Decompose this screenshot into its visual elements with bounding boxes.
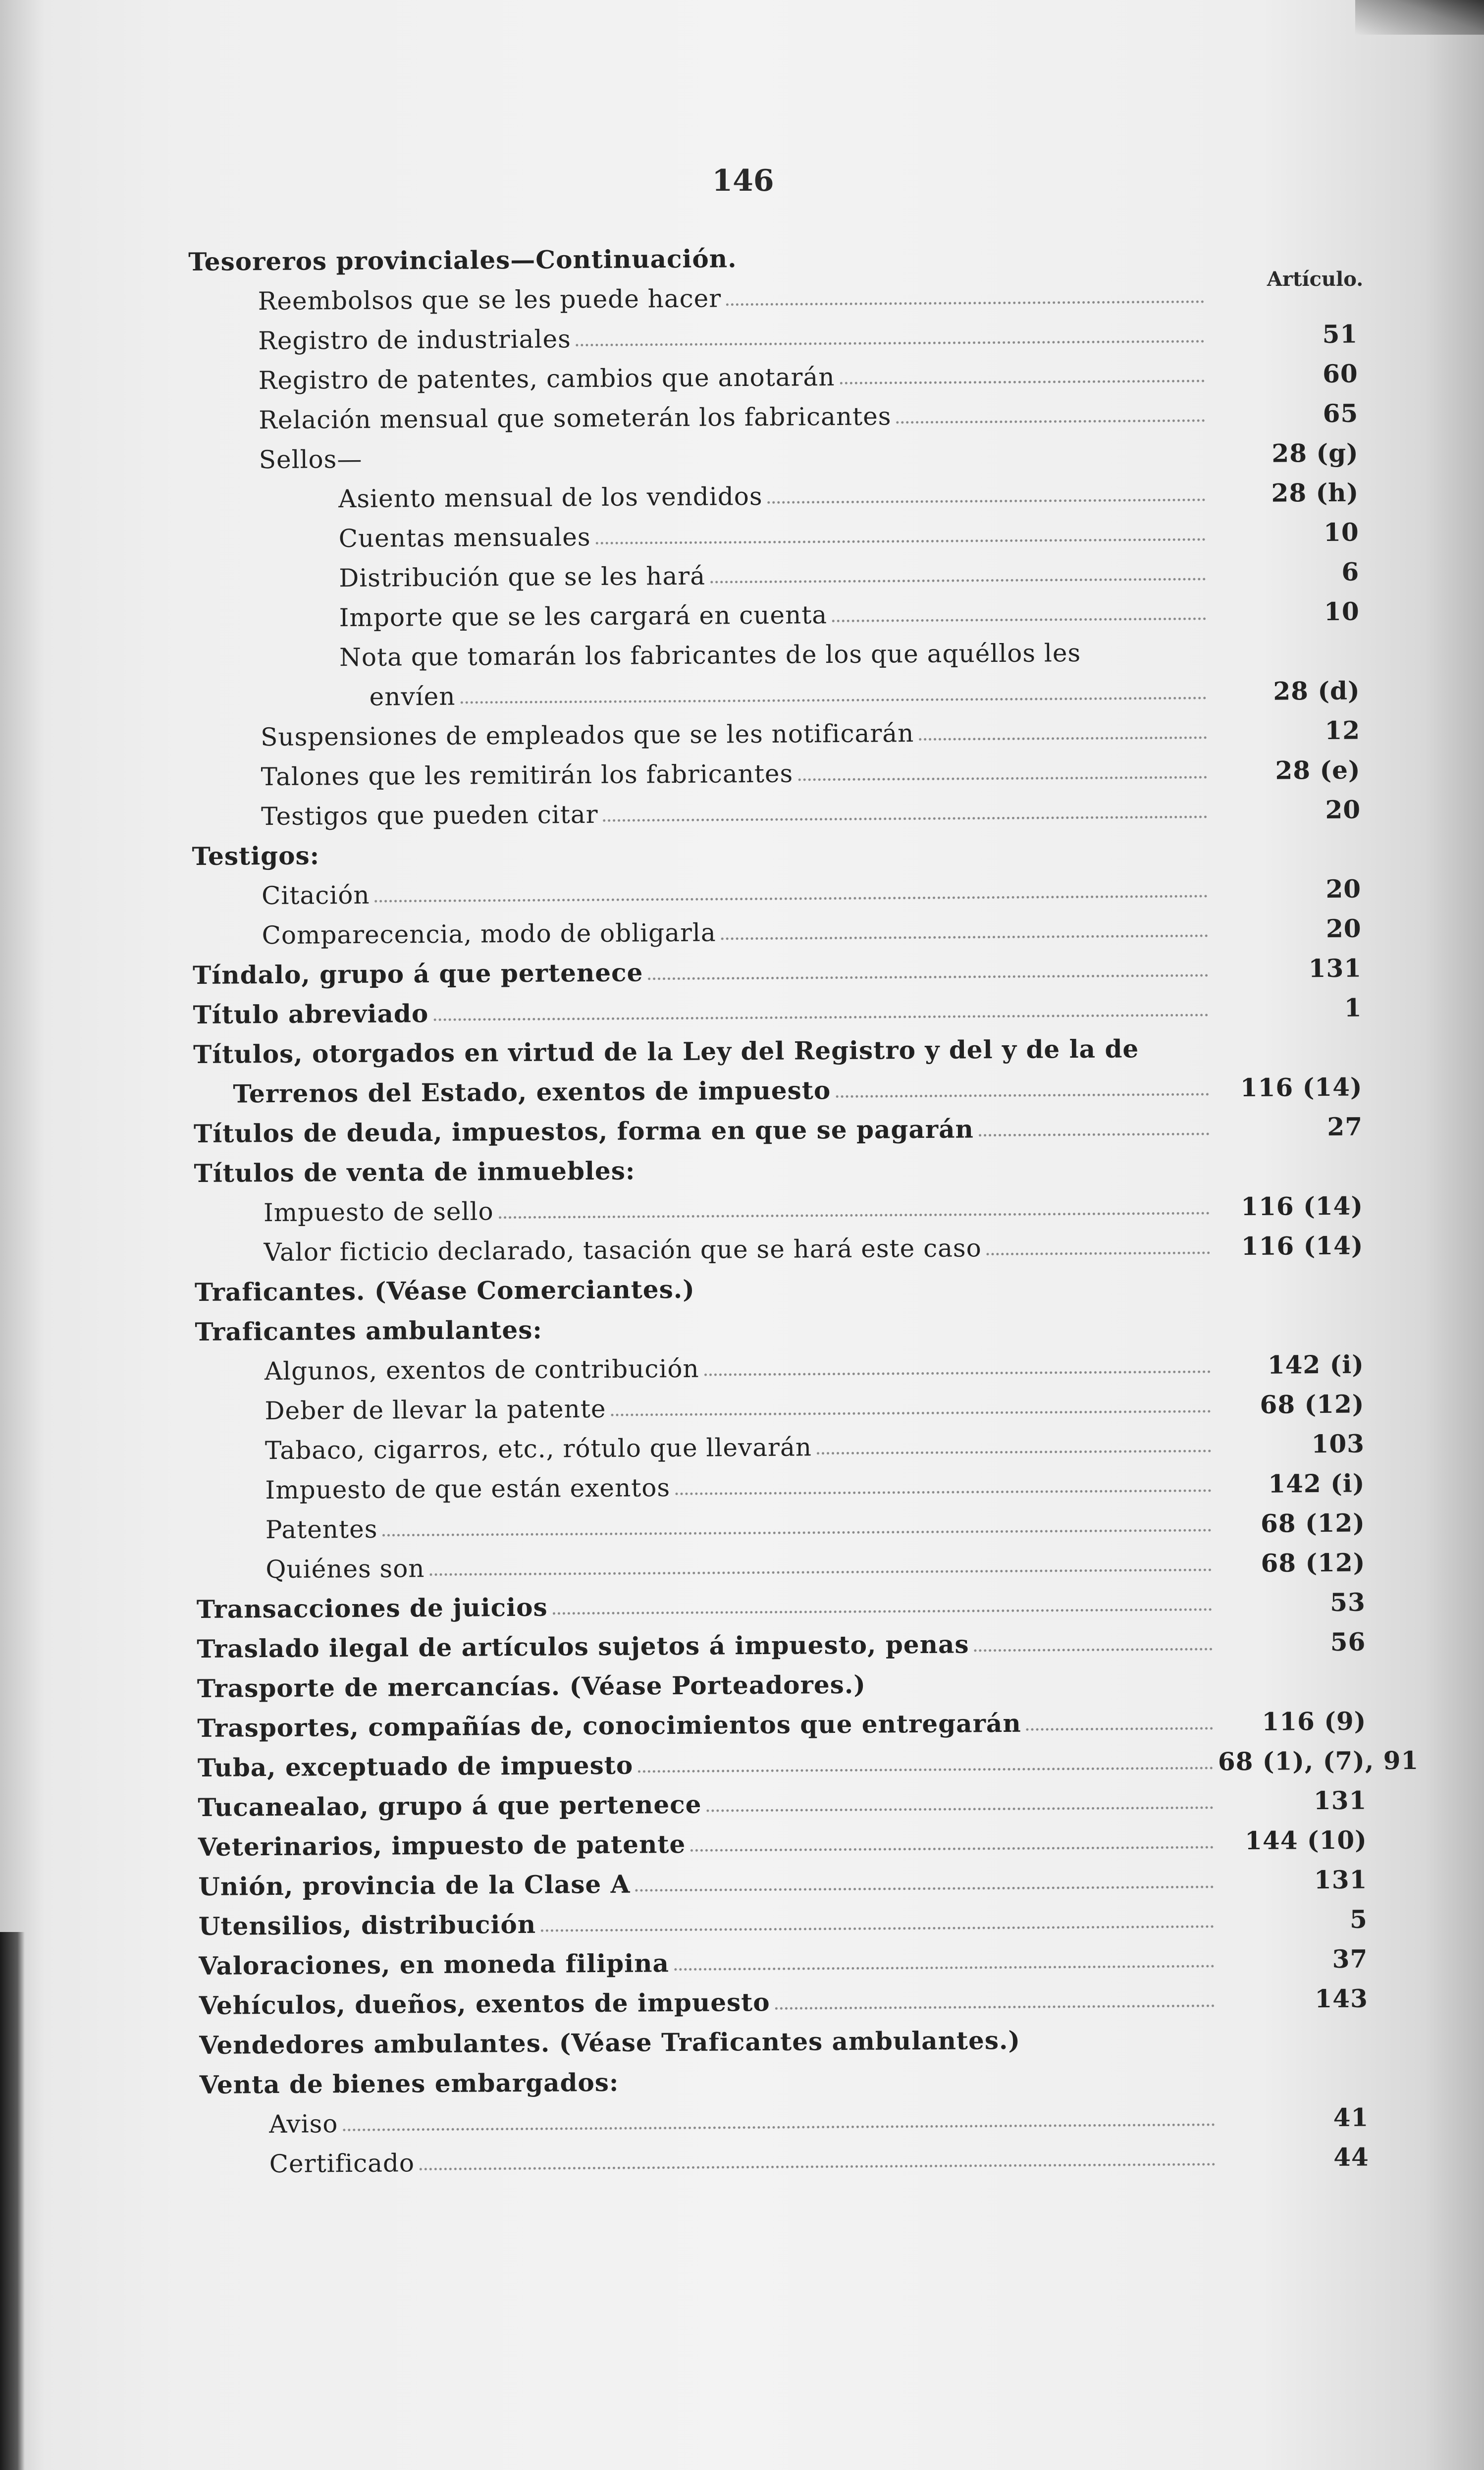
index-entry-article-ref: 68 (12) (1260, 1508, 1366, 1538)
index-entry-article-ref: 1 (1344, 993, 1362, 1022)
index-entry-article-ref: 142 (i) (1267, 1349, 1365, 1380)
index-entry-text: Títulos de venta de inmuebles: (194, 1156, 636, 1188)
index-entry (196, 1419, 1365, 1465)
index-entry (191, 745, 1360, 792)
index-entry-text: Veterinarios, impuesto de patente (198, 1829, 686, 1862)
index-entry-text: Valoraciones, en moneda filipina (199, 1948, 670, 1981)
index-entry-article-ref: 28 (d) (1273, 676, 1360, 706)
index-entry (192, 785, 1361, 831)
index-entry-article-ref: 142 (i) (1268, 1468, 1365, 1499)
index-entry-article-ref: 28 (g) (1272, 438, 1359, 468)
dot-leader (675, 1489, 1211, 1495)
index-entry-text: Trasportes, compañías de, conocimientos que entregarán (197, 1708, 1021, 1743)
index-entry (199, 2013, 1368, 2060)
index-entry (196, 1458, 1365, 1505)
dot-leader (1144, 1053, 1209, 1056)
index-entry-text: Citación (261, 880, 370, 911)
index-entry (188, 269, 1357, 316)
index-entry-article-ref: 116 (14) (1240, 1072, 1363, 1103)
dot-leader (375, 895, 1208, 902)
index-entry-text: Trasporte de mercancías. (Véase Porteadores.) (197, 1669, 866, 1703)
index-entry-text: Relación mensual que someterán los fabricantes (259, 402, 892, 435)
index-entry-article-ref: 131 (1313, 1785, 1367, 1816)
index-entry-text: Certificado (269, 2148, 415, 2179)
index-entry-text: Tuba, exceptuado de impuesto (197, 1750, 634, 1782)
index-entry-text: Registro de patentes, cambios que anotarán (258, 363, 835, 395)
index-entry-article-ref: 68 (12) (1260, 1389, 1365, 1419)
index-entry-article-ref: 116 (14) (1241, 1191, 1364, 1222)
index-entry (199, 2053, 1368, 2099)
dot-leader (638, 1767, 1213, 1772)
index-entry-article-ref: 10 (1323, 517, 1359, 547)
index-entry (198, 1815, 1367, 1862)
index-entry-text: Tabaco, cigarros, etc., rótulo que llevarán (265, 1433, 812, 1465)
dot-leader (721, 934, 1208, 940)
index-entry-text: Transacciones de juicios (196, 1592, 548, 1624)
dot-leader (726, 300, 1204, 306)
dot-leader (1086, 657, 1206, 660)
binding-shadow (0, 1932, 25, 2470)
index-entry-article-ref: 116 (14) (1241, 1231, 1364, 1261)
index-entry-text: Suspensiones de empleados que se les notificarán (260, 719, 914, 752)
index-entry-article-ref: 68 (1), (7), 91 (1218, 1745, 1419, 1776)
index-entry (193, 1062, 1362, 1109)
index-entry-article-ref: 53 (1330, 1587, 1366, 1617)
page-number: 146 (712, 163, 774, 198)
page-corner-shadow (1355, 0, 1484, 35)
index-entry (193, 1022, 1362, 1069)
index-entry-text: Impuesto de que están exentos (265, 1473, 671, 1505)
index-entry-text: Vehículos, dueños, exentos de impuesto (199, 1987, 770, 2020)
index-entry (199, 1974, 1368, 2020)
index-entry-article-ref: 68 (12) (1261, 1548, 1366, 1578)
index-entry (200, 2093, 1369, 2139)
dot-leader (768, 498, 1206, 503)
index-entry (195, 1340, 1364, 1386)
index-entry-article-ref: 12 (1325, 715, 1361, 746)
index-entry-text: Tucanealao, grupo á que pertenece (198, 1789, 702, 1822)
dot-leader (871, 1687, 1213, 1692)
dot-leader (674, 1965, 1214, 1971)
index-entry-article-ref: 56 (1330, 1627, 1366, 1657)
index-entry (189, 349, 1358, 395)
dot-leader (499, 1212, 1210, 1219)
index-entry (195, 1300, 1364, 1346)
index-entry (197, 1696, 1366, 1743)
index-entry-text: Venta de bienes embargados: (199, 2067, 619, 2099)
index-entry (190, 547, 1359, 593)
index-list (188, 230, 1419, 2179)
dot-leader (433, 1014, 1208, 1021)
index-entry-article-ref: 20 (1325, 913, 1362, 943)
dot-leader (742, 261, 1204, 266)
index-entry-text: Reembolsos que se les puede hacer (258, 284, 722, 316)
index-entry (193, 943, 1362, 990)
index-entry-article-ref: 65 (1323, 398, 1359, 429)
index-entry-text: Utensilios, distribución (198, 1909, 536, 1941)
index-entry-text: Título abreviado (193, 999, 429, 1029)
index-entry-article-ref: 27 (1327, 1112, 1363, 1141)
index-entry (191, 626, 1360, 673)
dot-leader (541, 1925, 1214, 1932)
index-entry (197, 1617, 1366, 1664)
index-entry-text: Sellos— (259, 444, 363, 475)
dot-leader (382, 1529, 1212, 1536)
index-entry-text: Asiento mensual de los vendidos (338, 482, 763, 514)
dot-leader (1026, 1727, 1213, 1730)
dot-leader (635, 1885, 1214, 1891)
dot-leader (576, 340, 1205, 346)
index-entry (190, 468, 1359, 514)
dot-leader (710, 578, 1206, 583)
index-entry (190, 507, 1359, 554)
dot-leader (707, 1806, 1214, 1812)
index-entry (191, 666, 1360, 712)
index-entry-text: Tíndalo, grupo á que pertenece (192, 958, 643, 990)
index-entry-text: Algunos, exentos de contribución (264, 1354, 699, 1386)
dot-leader (1025, 2044, 1215, 2047)
index-entry (199, 1934, 1368, 1981)
index-entry-article-ref: 131 (1308, 953, 1362, 983)
index-entry (197, 1577, 1366, 1624)
index-entry (194, 1102, 1363, 1148)
index-entry-text: Tesoreros provinciales—Continuación. (188, 244, 737, 276)
dot-leader (704, 1370, 1211, 1376)
dot-leader (640, 1172, 1209, 1178)
index-entry-article-ref: 51 (1322, 319, 1358, 349)
index-entry (194, 1221, 1363, 1267)
index-entry-text: Aviso (269, 2109, 338, 2139)
dot-leader (367, 459, 1205, 466)
index-entry-text: Títulos, otorgados en virtud de la Ley del Registro y del y de la de (193, 1034, 1139, 1069)
index-entry (189, 309, 1358, 356)
index-entry-text: Importe que se les cargará en cuenta (339, 600, 828, 633)
index-entry-article-ref: 131 (1314, 1865, 1368, 1895)
dot-leader (979, 1132, 1209, 1136)
index-entry-text: Talones que les remitirán los fabricantes (261, 759, 794, 792)
index-entry-article-ref: 116 (9) (1262, 1706, 1367, 1736)
index-entry (189, 388, 1358, 435)
index-entry-text: Traficantes ambulantes: (195, 1315, 543, 1346)
dot-leader (596, 538, 1206, 544)
index-entry-text: Traficantes. (Véase Comerciantes.) (194, 1274, 695, 1307)
index-entry-text: Títulos de deuda, impuestos, forma en que se pagarán (193, 1114, 974, 1148)
index-entry (195, 1260, 1364, 1307)
index-entry (193, 983, 1362, 1029)
index-entry (198, 1775, 1367, 1822)
index-entry (198, 1855, 1367, 1901)
index-entry (194, 1141, 1363, 1188)
index-entry-text: Cuentas mensuales (338, 523, 591, 553)
index-entry-article-ref: 10 (1324, 596, 1360, 627)
dot-leader (700, 1291, 1210, 1296)
dot-leader (461, 697, 1207, 703)
index-entry-article-ref: 20 (1325, 795, 1361, 824)
index-entry (195, 1379, 1364, 1426)
index-entry-text: Vendedores ambulantes. (Véase Traficantes ambulantes.) (199, 2025, 1021, 2060)
dot-leader (648, 974, 1208, 980)
index-entry-article-ref: 28 (e) (1275, 755, 1361, 785)
dot-leader (919, 736, 1207, 741)
dot-leader (974, 1648, 1213, 1652)
dot-leader (836, 1093, 1209, 1098)
index-entry-text: Quiénes son (265, 1554, 425, 1584)
index-entry (192, 864, 1361, 911)
index-entry-article-ref: 143 (1315, 1984, 1368, 2014)
dot-leader (611, 1410, 1211, 1416)
index-entry-article-ref: 5 (1349, 1904, 1368, 1934)
index-entry-article-ref: 144 (10) (1244, 1825, 1367, 1856)
index-entry-text: Traslado ilegal de artículos sujetos á impuesto, penas (197, 1629, 969, 1664)
index-entry-text: Valor ficticio declarado, tasación que se hará este caso (264, 1234, 982, 1267)
dot-leader (832, 617, 1206, 622)
index-entry (197, 1736, 1419, 1782)
index-entry-article-ref: 44 (1333, 2142, 1369, 2172)
dot-leader (624, 2084, 1215, 2090)
dot-leader (420, 2163, 1216, 2170)
index-entry-text: Terrenos del Estado, exentos de impuesto (233, 1075, 831, 1109)
dot-leader (603, 815, 1208, 821)
index-entry (192, 824, 1361, 871)
index-entry-text: Comparecencia, modo de obligarla (262, 918, 716, 950)
index-entry-article-ref: 37 (1332, 1944, 1368, 1974)
index-entry (189, 428, 1358, 475)
dot-leader (553, 1608, 1212, 1614)
dot-leader (690, 1846, 1214, 1851)
index-entry-text: Deber de llevar la patente (265, 1394, 606, 1426)
dot-leader (324, 855, 1208, 863)
index-entry-article-ref: 20 (1325, 874, 1362, 904)
index-entry-text: Unión, provincia de la Clase A (198, 1869, 631, 1901)
index-entry-article-ref: 28 (h) (1271, 478, 1359, 508)
index-entry-text: Testigos que pueden citar (261, 800, 598, 831)
dot-leader (840, 379, 1205, 384)
index-entry-text: Patentes (265, 1514, 378, 1545)
index-entry (190, 587, 1359, 633)
index-entry-text: Testigos: (192, 841, 320, 871)
index-entry (197, 1657, 1366, 1703)
index-entry-text: Impuesto de sello (263, 1197, 494, 1228)
dot-leader (987, 1251, 1210, 1255)
index-entry (196, 1498, 1365, 1545)
dot-leader (343, 2123, 1215, 2131)
index-entry-article-ref: 103 (1311, 1429, 1365, 1459)
index-entry (192, 904, 1361, 950)
column-header-articulo: Artículo. (1267, 268, 1364, 291)
dot-leader (896, 419, 1205, 424)
index-entry (196, 1538, 1365, 1584)
index-entry-text: Distribución que se les hará (339, 561, 706, 593)
dot-leader (547, 1331, 1211, 1337)
index-entry-article-ref: 6 (1341, 557, 1360, 587)
dot-leader (817, 1450, 1211, 1454)
index-entry-article-ref: 60 (1322, 359, 1358, 389)
index-entry (199, 1894, 1368, 1941)
index-entry (194, 1181, 1363, 1228)
index-entry-text: envíen (369, 682, 456, 711)
dot-leader (430, 1568, 1212, 1576)
index-entry (188, 230, 1357, 276)
dot-leader (798, 776, 1207, 781)
index-entry-article-ref: 41 (1333, 2102, 1369, 2132)
index-entry-text: Registro de industriales (258, 324, 571, 356)
index-entry (191, 705, 1360, 752)
index-entry-text: Nota que tomarán los fabricantes de los que aquéllos les (339, 639, 1081, 672)
index-entry (200, 2132, 1369, 2179)
dot-leader (775, 2004, 1215, 2009)
